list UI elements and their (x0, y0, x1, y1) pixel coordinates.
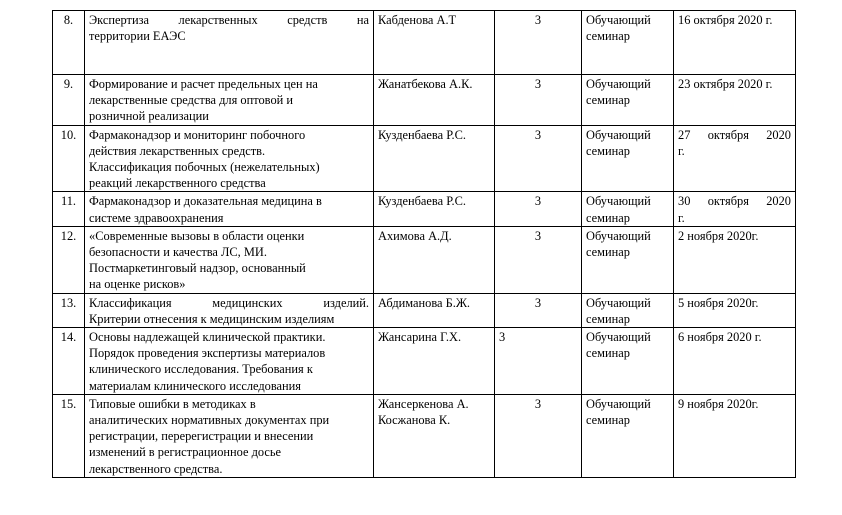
date-line: 5 ноября 2020г. (678, 295, 759, 310)
row-number: 13. (53, 293, 85, 327)
hours-cell: 3 (495, 125, 582, 192)
hours-cell: 3 (495, 328, 582, 395)
teacher-line: Жанатбекова А.К. (378, 77, 473, 91)
teacher-line: Косжанова К. (378, 413, 451, 428)
topic-line: Экспертиза лекарственных средств на (89, 13, 369, 27)
format-line: Обучающий (586, 127, 651, 142)
teacher-line: Жансарина Г.Х. (378, 330, 462, 345)
date-line: 2 ноября 2020г. (678, 228, 759, 243)
format-cell (582, 75, 674, 126)
date-line: 16 октября 2020 г. (678, 13, 773, 27)
topic-line: Формирование и расчет предельных цен на (89, 77, 318, 91)
hours-cell: 3 (495, 192, 582, 226)
date-cell (674, 293, 796, 327)
topic-line: клинического исследования. Требования к (89, 362, 313, 377)
format-line: Обучающий (586, 194, 651, 209)
topic-cell (85, 394, 374, 477)
date-line: 6 ноября 2020 г. (678, 330, 762, 345)
date-line: 27 октября 2020 (678, 127, 791, 142)
topic-line: безопасности и качества ЛС, МИ. (89, 245, 267, 260)
topic-line: Фармаконадзор и доказательная медицина в (89, 194, 322, 209)
date-line: 23 октября 2020 г. (678, 77, 773, 91)
topic-line: Критерии отнесения к медицинским изделиям (89, 311, 335, 326)
format-line: Обучающий (586, 228, 651, 243)
row-number: 9. (53, 75, 85, 126)
topic-line: на оценке рисков» (89, 277, 186, 292)
topic-line: розничной реализации (89, 109, 209, 124)
teacher-line: Кузденбаева Р.С. (378, 127, 467, 142)
date-line: г. (678, 143, 685, 158)
topic-line: Постмаркетинговый надзор, основанный (89, 261, 306, 276)
topic-cell (85, 125, 374, 192)
hours-cell: 3 (495, 394, 582, 477)
topic-line: действия лекарственных средств. (89, 143, 266, 158)
teacher-cell (374, 328, 495, 395)
teacher-line: Кабденова А.Т (378, 13, 457, 27)
date-line: 30 октября 2020 (678, 194, 791, 209)
hours-cell: 3 (495, 293, 582, 327)
topic-cell (85, 293, 374, 327)
format-line: семинар (586, 210, 630, 225)
topic-line: Порядок проведения экспертизы материалов (89, 346, 326, 361)
row-number: 10. (53, 125, 85, 192)
hours-cell: 3 (495, 226, 582, 293)
format-cell (582, 192, 674, 226)
topic-line: Типовые ошибки в методиках в (89, 396, 256, 411)
format-cell (582, 125, 674, 192)
table-row (53, 226, 796, 293)
table-row (53, 11, 796, 75)
row-number: 15. (53, 394, 85, 477)
topic-line: Основы надлежащей клинической практики. (89, 330, 326, 345)
teacher-line: Абдиманова Б.Ж. (378, 295, 471, 310)
date-line: г. (678, 210, 685, 225)
topic-line: регистрации, перерегистрации и внесении (89, 429, 314, 444)
teacher-cell (374, 75, 495, 126)
schedule-table-body (53, 11, 796, 478)
format-cell (582, 11, 674, 75)
date-cell (674, 226, 796, 293)
topic-cell (85, 11, 374, 75)
format-line: семинар (586, 245, 630, 260)
hours-cell: 3 (495, 75, 582, 126)
topic-line: Классификация побочных (нежелательных) (89, 160, 320, 175)
topic-cell (85, 75, 374, 126)
schedule-table (52, 10, 796, 478)
table-row (53, 192, 796, 226)
topic-cell (85, 192, 374, 226)
format-line: семинар (586, 143, 630, 158)
teacher-cell (374, 226, 495, 293)
hours-cell: 3 (495, 11, 582, 75)
teacher-cell (374, 125, 495, 192)
teacher-cell (374, 293, 495, 327)
date-cell (674, 192, 796, 226)
table-row (53, 75, 796, 126)
format-line: семинар (586, 93, 630, 108)
topic-line: материалам клинического исследования (89, 378, 301, 393)
date-line: 9 ноября 2020г. (678, 396, 759, 411)
table-row (53, 394, 796, 477)
table-row (53, 328, 796, 395)
teacher-line: Жансеркенова А. (378, 396, 469, 411)
topic-line: системе здравоохранения (89, 210, 224, 225)
date-cell (674, 75, 796, 126)
format-line: Обучающий (586, 295, 651, 310)
topic-line: лекарственные средства для оптовой и (89, 93, 293, 108)
topic-line: аналитических нормативных документах при (89, 413, 330, 428)
row-number: 14. (53, 328, 85, 395)
format-line: Обучающий (586, 396, 651, 411)
date-cell (674, 125, 796, 192)
format-line: Обучающий (586, 13, 651, 27)
format-line: семинар (586, 346, 630, 361)
format-cell (582, 293, 674, 327)
table-row (53, 125, 796, 192)
teacher-line: Кузденбаева Р.С. (378, 194, 467, 209)
topic-line: изменений в регистрационное досье (89, 445, 282, 460)
row-number: 11. (53, 192, 85, 226)
row-number: 8. (53, 11, 85, 75)
topic-line: реакций лекарственного средства (89, 176, 266, 191)
format-cell (582, 394, 674, 477)
teacher-cell (374, 394, 495, 477)
topic-cell (85, 328, 374, 395)
table-row (53, 293, 796, 327)
format-line: Обучающий (586, 77, 651, 91)
format-line: Обучающий (586, 330, 651, 345)
topic-cell (85, 226, 374, 293)
date-cell (674, 11, 796, 75)
topic-line: лекарственного средства. (89, 461, 223, 476)
teacher-cell (374, 11, 495, 75)
topic-line: Классификация медицинских изделий. (89, 295, 369, 310)
teacher-cell (374, 192, 495, 226)
topic-line: территории ЕАЭС (89, 29, 186, 44)
topic-line: Фармаконадзор и мониторинг побочного (89, 127, 306, 142)
format-cell (582, 328, 674, 395)
format-line: семинар (586, 311, 630, 326)
format-line: семинар (586, 413, 630, 428)
row-number: 12. (53, 226, 85, 293)
format-cell (582, 226, 674, 293)
date-cell (674, 394, 796, 477)
teacher-line: Ахимова А.Д. (378, 228, 452, 243)
date-cell (674, 328, 796, 395)
format-line: семинар (586, 29, 630, 44)
topic-line: «Современные вызовы в области оценки (89, 228, 305, 243)
